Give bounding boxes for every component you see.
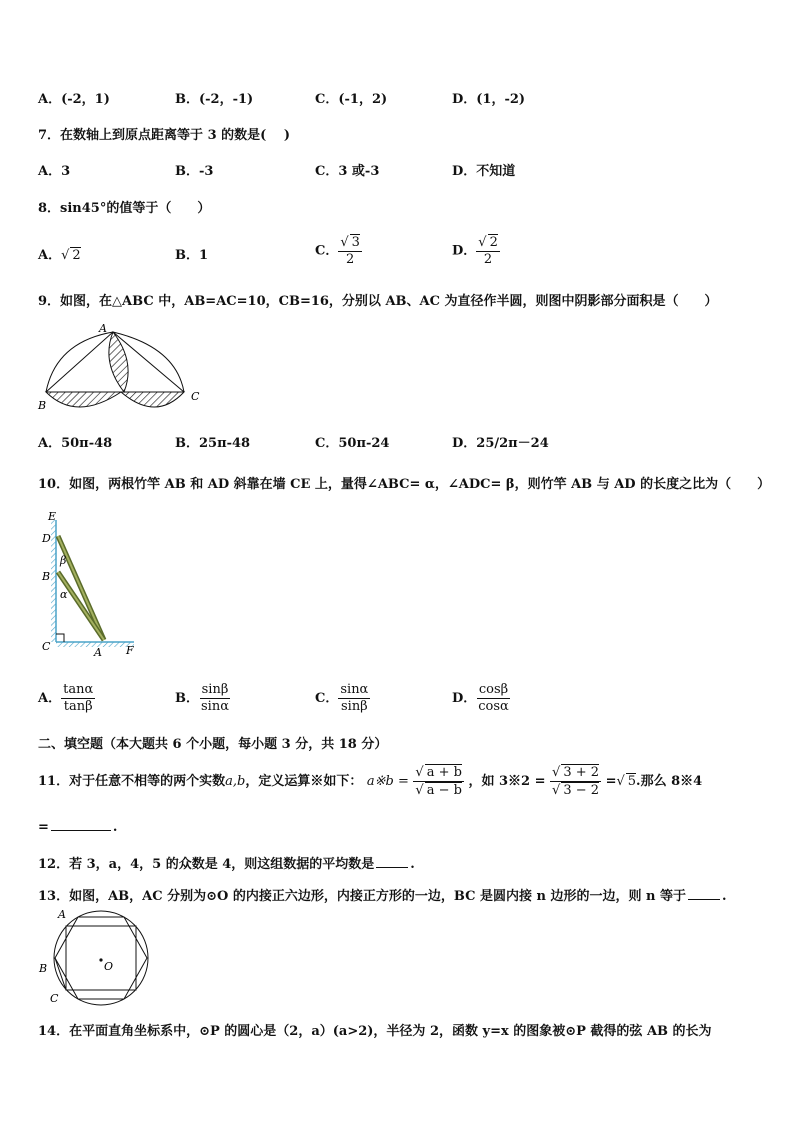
q8-stem: 8．sin45°的值等于（ ） (38, 201, 211, 216)
q9-option-b: B．25π-48 (175, 436, 251, 451)
label-o: O (104, 960, 114, 973)
q11-text-b: ，定义运算※如下： (245, 774, 363, 789)
q11-text-a: 11．对于任意不相等的两个实数 (38, 774, 226, 789)
fraction-numerator: cosβ (478, 682, 509, 697)
fraction (199, 682, 231, 715)
q11-text-d: .那么 8※4 (636, 774, 703, 789)
q10-option-c-label: C． (315, 691, 339, 706)
q8-option-b: B．1 (175, 248, 209, 263)
q6-option-b: B．(-2，-1) (175, 92, 254, 107)
fraction (61, 682, 95, 715)
q12-stem (38, 853, 415, 872)
fraction-numerator: sinβ (201, 682, 229, 697)
q12-text: 12．若 3，a，4，5 的众数是 4，则这组数据的平均数是 (38, 857, 375, 872)
q10-option-a-label: A． (38, 691, 62, 706)
q9-option-c: C．50π-24 (315, 436, 390, 451)
fraction-numerator: √ 2 (478, 235, 498, 250)
q9-option-a: A．50π-48 (38, 436, 113, 451)
q11-stem (38, 764, 702, 799)
q10-option-b-label: B． (175, 691, 199, 706)
label-beta: β (60, 554, 67, 567)
q8-option-a (38, 244, 81, 263)
answer-blank[interactable] (51, 830, 111, 831)
label-alpha: α (60, 588, 68, 601)
q6-option-d: D．(1，-2) (452, 92, 526, 107)
radicand: a + b (426, 765, 462, 780)
q11-example-fraction (550, 764, 601, 799)
q9-stem: 9．如图，在△ABC 中，AB=AC=10，CB=16，分别以 AB、AC 为直径作半圆，则图中阴影部分面积是（ ） (38, 294, 718, 309)
inscribed-square (66, 926, 136, 990)
label-d: D (42, 532, 51, 545)
equals-sign: = (38, 820, 49, 835)
equals-sign: = (605, 774, 617, 789)
fraction-denominator: sinα (201, 699, 229, 714)
fraction-numerator: tanα (63, 682, 94, 697)
q7-option-c: C．3 或-3 (315, 164, 380, 179)
right-segment-shaded-region (121, 392, 184, 407)
inscribed-hexagon (55, 917, 147, 999)
fraction-denominator: 2 (483, 252, 493, 267)
section-heading: 二、填空题（本大题共 6 个小题，每小题 3 分，共 18 分） (38, 737, 388, 752)
q13-circle-figure (36, 908, 151, 1008)
label-c: C (191, 390, 200, 403)
fraction-numerator: √ a + b (415, 765, 462, 780)
q10-stem: 10．如图，两根竹竿 AB 和 AD 斜靠在墙 CE 上，量得∠ABC= α，∠ADC= β，则竹竿 AB 与 AD 的长度之比为（ ） (38, 477, 771, 492)
q10-bamboo-figure (38, 508, 143, 658)
fraction-denominator: √ 3 − 2 (552, 783, 600, 798)
period: . (410, 857, 415, 872)
left-segment-shaded-region (46, 392, 121, 407)
fraction-denominator: √ a − b (415, 783, 462, 798)
q14-stem: 14．在平面直角坐标系中，⊙P 的圆心是（2，a）(a>2)，半径为 2，函数 y=x 的图象被⊙P 截得的弦 AB 的长为 (38, 1024, 712, 1039)
lens-shaded-region (109, 332, 128, 392)
q11-answer-line (38, 820, 117, 835)
q6-option-c: C．(-1，2) (315, 92, 388, 107)
q8-option-a-radicand: 2 (72, 248, 81, 263)
radicand: 3 (351, 235, 360, 250)
q6-option-a: A．(-2，1) (38, 92, 110, 107)
q11-text-c: ，如 3※2 = (468, 774, 546, 789)
q11-definition-fraction (413, 764, 464, 799)
label-c: C (42, 640, 51, 653)
answer-blank[interactable] (688, 899, 720, 900)
fraction (476, 682, 511, 715)
radicand: 2 (489, 235, 498, 250)
label-c: C (50, 992, 59, 1005)
fraction-denominator: 2 (346, 252, 355, 267)
right-angle-mark (56, 634, 64, 642)
radical-sign: √ (616, 774, 625, 789)
center-point (99, 958, 102, 961)
label-e: E (48, 510, 57, 523)
answer-blank[interactable] (376, 867, 408, 868)
q7-option-b: B．-3 (175, 164, 214, 179)
q7-option-d: D．不知道 (452, 164, 516, 179)
q11-vars: a,b (225, 774, 246, 789)
q10-option-b (175, 682, 231, 715)
label-b: B (39, 962, 48, 975)
fraction-denominator: sinβ (340, 699, 368, 714)
fraction (338, 682, 370, 715)
q13-text: 13．如图，AB，AC 分别为⊙O 的内接正六边形，内接正方形的一边，BC 是圆内接 n 边形的一边，则 n 等于 (38, 889, 686, 904)
q10-option-d-label: D． (452, 691, 477, 706)
label-b: B (38, 399, 47, 412)
q8-option-a-label: A． (38, 248, 62, 263)
fraction-numerator: √ 3 (340, 235, 360, 250)
label-b: B (42, 570, 51, 583)
radical-sign: √ (61, 248, 70, 263)
fraction-denominator: cosα (478, 699, 509, 714)
q8-option-c-label: C． (315, 243, 339, 259)
q10-option-d (452, 682, 511, 715)
q10-option-a (38, 682, 95, 715)
period: . (721, 889, 727, 904)
q8-option-d-label: D． (452, 243, 477, 259)
q11-lhs: a※b = (366, 774, 409, 789)
radicand: 5 (627, 774, 637, 789)
radicand: 3 + 2 (563, 765, 600, 780)
label-a: A (58, 908, 66, 921)
q13-stem (38, 885, 727, 904)
fraction-numerator: sinα (340, 682, 369, 697)
q7-stem: 7．在数轴上到原点距离等于 3 的数是( ) (38, 128, 290, 143)
label-a: A (99, 322, 107, 335)
fraction (476, 234, 500, 268)
radicand: 3 − 2 (563, 783, 600, 798)
circle-o (54, 911, 148, 1005)
q9-option-d: D．25/2π－24 (452, 436, 549, 451)
period: . (112, 820, 118, 835)
q8-option-c (315, 234, 362, 268)
q8-option-d (452, 234, 500, 268)
fraction-denominator: tanβ (63, 699, 93, 714)
q10-option-c (315, 682, 370, 715)
q9-triangle-figure (36, 322, 211, 414)
label-a: A (94, 646, 102, 658)
label-f: F (126, 644, 134, 657)
fraction-numerator: √ 3 + 2 (552, 765, 600, 780)
fraction (338, 234, 362, 268)
q7-option-a: A．3 (38, 164, 71, 179)
radicand: a − b (426, 783, 462, 798)
